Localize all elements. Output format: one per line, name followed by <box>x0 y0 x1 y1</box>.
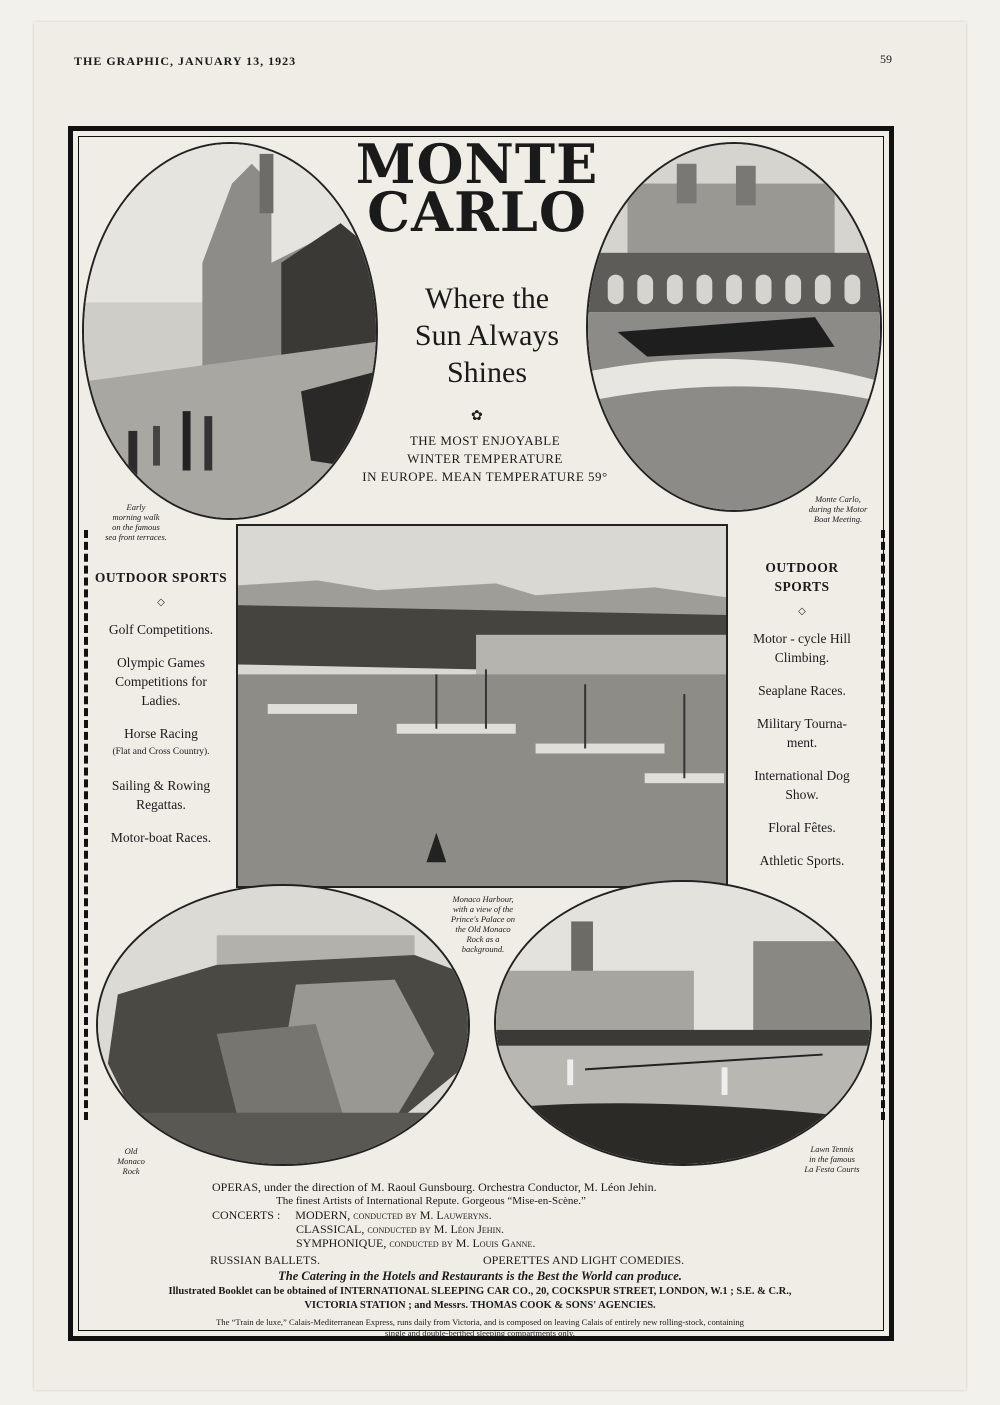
advert-footer <box>100 1180 860 1339</box>
sports-list-right <box>736 558 868 884</box>
sports-heading-left: OUTDOOR SPORTS <box>94 570 228 585</box>
photo-lawn-tennis <box>494 880 872 1166</box>
sport-item <box>736 766 868 804</box>
right-dashed-border <box>881 530 885 1120</box>
diamond-ornament-icon: ◇ <box>798 606 806 617</box>
sport-item <box>94 653 228 710</box>
caption-line: Monaco Harbour, <box>452 894 514 904</box>
sports-list-left <box>94 568 228 861</box>
sport-line: Olympic Games <box>116 655 206 670</box>
caption-line: sea front terraces. <box>105 532 167 542</box>
caption-line: Early <box>126 502 146 512</box>
sport-line: Seaplane Races. <box>758 683 846 698</box>
flower-ornament-icon: ✿ <box>471 409 483 424</box>
sport-item <box>94 828 228 847</box>
footer-ballets: RUSSIAN BALLETS. <box>210 1253 321 1267</box>
footer-train-1: The “Train de luxe,” Calais-Mediterranean Express, runs daily from Victoria, and is composed on leaving Calais of entirely new rolling-stock, containing <box>216 1317 744 1327</box>
diamond-ornament-icon: ◇ <box>157 597 165 608</box>
caption-line: with a view of the <box>453 904 513 914</box>
sport-item <box>736 818 868 837</box>
caption-line: Monte Carlo, <box>815 494 861 504</box>
sport-line: Climbing. <box>774 650 830 665</box>
sport-item <box>736 714 868 752</box>
footer-booklet-1: Illustrated Booklet can be obtained of INTERNATIONAL SLEEPING CAR CO., 20, COCKSPUR STREET, LONDON, W.1 ; S.E. & C.R., <box>168 1286 792 1297</box>
title-line-2: CARLO <box>367 180 587 244</box>
caption-line: Rock <box>122 1166 140 1176</box>
caption-line: Rock as a <box>466 934 500 944</box>
sport-line: Ladies. <box>141 693 181 708</box>
footer-concert-classical: CLASSICAL, conducted by M. Léon Jehin. <box>296 1222 505 1236</box>
footer-booklet-2: VICTORIA STATION ; and Messrs. THOMAS COOK & SONS' AGENCIES. <box>304 1300 656 1311</box>
sport-line: Horse Racing <box>124 726 198 741</box>
caption-line: Boat Meeting. <box>813 514 863 524</box>
tagline <box>376 280 598 391</box>
caption-line: Old <box>124 1146 138 1156</box>
caption-line: Prince's Palace on <box>450 914 516 924</box>
sport-item <box>736 629 868 667</box>
temperature-note <box>340 432 630 486</box>
caption-line: background. <box>461 944 505 954</box>
caption-rock <box>106 1146 156 1176</box>
sport-line: Competitions for <box>115 674 207 689</box>
sport-line: Athletic Sports. <box>759 853 845 868</box>
page-number: 59 <box>880 52 892 66</box>
sport-line: Motor-boat Races. <box>110 830 212 845</box>
footer-operettes: OPERETTES AND LIGHT COMEDIES. <box>483 1253 685 1267</box>
caption-tennis <box>792 1144 872 1174</box>
caption-line: La Festa Courts <box>804 1164 860 1174</box>
sport-item <box>736 851 868 870</box>
sport-line: Floral Fêtes. <box>768 820 836 835</box>
caption-line: Monaco <box>117 1156 145 1166</box>
left-dashed-border <box>84 530 88 1120</box>
caption-terrace <box>96 502 176 542</box>
caption-harbour <box>440 894 526 954</box>
sport-item <box>94 724 228 762</box>
caption-line: morning walk <box>112 512 160 522</box>
sport-line: International Dog <box>754 768 850 783</box>
caption-line: Lawn Tennis <box>810 1144 854 1154</box>
tagline-line-3: Shines <box>446 356 527 389</box>
tagline-line-1: Where the <box>424 282 550 315</box>
footer-train-2: single and double-berthed sleeping compartments only. <box>385 1328 575 1338</box>
sport-item <box>94 776 228 814</box>
sport-line: Sailing & Rowing <box>111 778 211 793</box>
advert-title <box>342 132 612 244</box>
caption-motorboat <box>798 494 878 524</box>
caption-line: the Old Monaco <box>455 924 511 934</box>
tagline-line-2: Sun Always <box>414 319 560 352</box>
sport-line: ment. <box>786 735 818 750</box>
sport-line: Regattas. <box>136 797 186 812</box>
sport-line: Motor - cycle Hill <box>753 631 851 646</box>
footer-concert-symphonique: SYMPHONIQUE, conducted by M. Louis Ganne. <box>296 1236 536 1250</box>
footer-concerts-label: CONCERTS : <box>212 1208 281 1222</box>
footer-operas: OPERAS, under the direction of M. Raoul Gunsbourg. Orchestra Conductor, M. Léon Jehin. <box>212 1180 657 1194</box>
photo-monaco-rock <box>96 884 470 1166</box>
sport-line: Show. <box>785 787 819 802</box>
photo-harbour <box>236 524 728 888</box>
sport-line: Military Tourna- <box>757 716 847 731</box>
subline-3: IN EUROPE. MEAN TEMPERATURE 59° <box>362 469 608 484</box>
sport-line: Golf Competitions. <box>108 622 214 637</box>
footer-catering: The Catering in the Hotels and Restaurants is the Best the World can produce. <box>278 1269 682 1283</box>
subline-1: THE MOST ENJOYABLE <box>409 433 561 448</box>
sport-item <box>736 681 868 700</box>
sport-item <box>94 620 228 639</box>
caption-line: in the famous <box>809 1154 855 1164</box>
footer-artists: The finest Artists of International Repute. Gorgeous “Mise-en-Scène.” <box>276 1195 586 1207</box>
title-line-1: MONTE <box>355 132 599 196</box>
running-head: THE GRAPHIC, JANUARY 13, 1923 <box>74 54 297 68</box>
photo-terrace <box>82 142 378 520</box>
sport-note: (Flat and Cross Country). <box>112 747 210 757</box>
subline-2: WINTER TEMPERATURE <box>407 451 563 466</box>
photo-motorboat <box>586 142 882 512</box>
caption-line: on the famous <box>112 522 160 532</box>
caption-line: during the Motor <box>808 504 868 514</box>
footer-concert-modern: MODERN, conducted by M. Lauweryns. <box>295 1208 492 1222</box>
sports-heading-right: OUTDOOR SPORTS <box>765 560 839 594</box>
